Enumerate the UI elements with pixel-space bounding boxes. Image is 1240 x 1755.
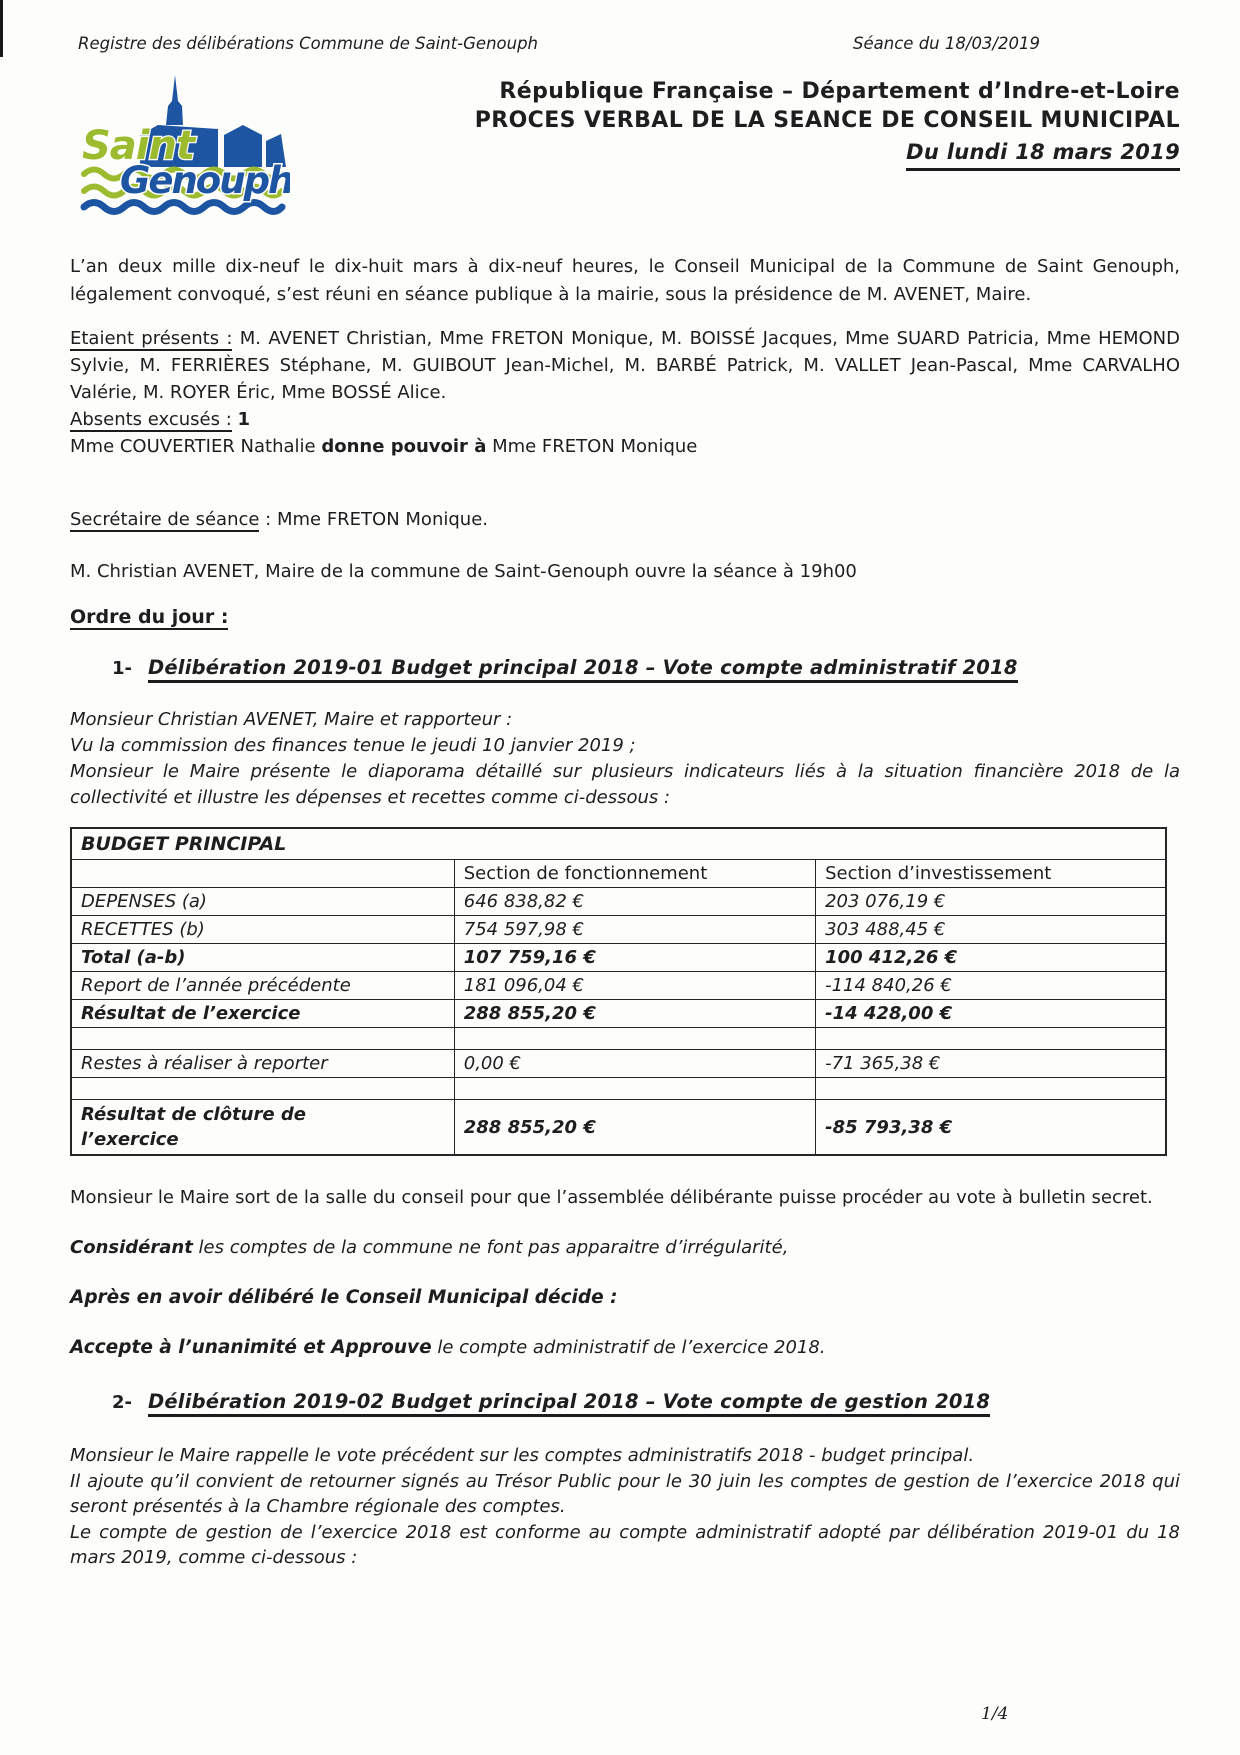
header-investissement: Section d’investissement [816,860,1166,888]
agenda-label: Ordre du jour : [70,606,229,628]
header-fonctionnement: Section de fonctionnement [454,860,815,888]
row-label [71,1100,454,1156]
row-value-investissement: 100 412,26 € [816,944,1166,972]
row-label [71,1028,454,1050]
row-value-fonctionnement [454,1028,815,1050]
table-row-restes [71,1050,1166,1078]
deliberation-1-number: 1- [112,658,132,679]
deliberation-1-body [70,707,1180,811]
absents-line [70,406,1180,433]
deliberation-2-number: 2- [112,1392,132,1413]
row-value-fonctionnement: 288 855,20 € [454,1100,815,1156]
vote-paragraph: Monsieur le Maire sort de la salle du conseil pour que l’assemblée délibérante puisse procéder au vote à bulletin secret. [70,1187,1153,1208]
accepte-paragraph [70,1334,1180,1362]
deliberation-2-title: Délibération 2019-02 Budget principal 2018 – Vote compte de gestion 2018 [148,1390,990,1417]
title-proces-verbal: PROCES VERBAL DE LA SEANCE DE CONSEIL MUNICIPAL [474,108,1180,133]
row-value-investissement: 303 488,45 € [816,916,1166,944]
budget-table-title: BUDGET PRINCIPAL [71,828,1166,860]
considerant-bold: Considérant [70,1237,193,1258]
deliberation-1-title: Délibération 2019-01 Budget principal 2018 – Vote compte administratif 2018 [148,656,1018,683]
row-value-fonctionnement: 646 838,82 € [454,888,815,916]
wave-blue [84,203,282,212]
row-label: Résultat de l’exercice [71,1000,454,1028]
table-row-spacer [71,1028,1166,1050]
register-title: Registre des délibérations Commune de Saint-Genouph [78,34,539,53]
logo-word-saint: Saint [82,123,195,169]
apres-deliberation-line: Après en avoir délibéré le Conseil Municipal décide : [70,1287,618,1308]
scan-edge-artifact [0,0,3,57]
absents-label: Absents excusés : [70,409,232,430]
diaporama-line: Monsieur le Maire présente le diaporama détaillé sur plusieurs indicateurs liés à la situation financière 2018 de la collectivité et illustre les dépenses et recettes comme ci-dessous : [70,761,1180,808]
considerant-rest: les comptes de la commune ne font pas apparaitre d’irrégularité, [192,1237,789,1258]
pouvoir-line [70,433,1180,460]
row-value-investissement: -14 428,00 € [816,1000,1166,1028]
row-label: RECETTES (b) [71,916,454,944]
table-row-resultat-exercice [71,1000,1166,1028]
saint-genouph-logo-graphic [78,73,290,215]
row-label [71,1078,454,1100]
row-value-investissement: -85 793,38 € [816,1100,1166,1156]
presents-paragraph [70,325,1180,406]
session-date: Séance du 18/03/2019 [853,34,1040,53]
row-value-fonctionnement: 0,00 € [454,1050,815,1078]
tresor-public-line: Il ajoute qu’il convient de retourner signés au Trésor Public pour le 30 juin les comptes de gestion de l’exercice 2018 qui seront présentés à la Chambre régionale des comptes. [70,1470,1180,1517]
rappel-vote-line: Monsieur le Maire rappelle le vote précédent sur les comptes administratifs 2018 - budget principal. [70,1445,975,1466]
row-value-fonctionnement: 754 597,98 € [454,916,815,944]
deliberation-1-heading [112,654,1180,683]
row-value-investissement: -114 840,26 € [816,972,1166,1000]
row-value-fonctionnement: 288 855,20 € [454,1000,815,1028]
row-label: Total (a-b) [71,944,454,972]
deliberation-2-body [70,1443,1180,1571]
table-row-resultat-cloture [71,1100,1166,1156]
row-value-investissement [816,1028,1166,1050]
deliberation-2-heading [112,1388,1180,1417]
commission-line: Vu la commission des finances tenue le jeudi 10 janvier 2019 ; [70,735,636,756]
accepte-rest: le compte administratif de l’exercice 2018. [431,1337,826,1358]
secretaire-name: : Mme FRETON Monique. [259,509,488,530]
header-empty-cell [71,860,454,888]
row-label: Restes à réaliser à reporter [71,1050,454,1078]
presents-list: M. AVENET Christian, Mme FRETON Monique, M. BOISSÉ Jacques, Mme SUARD Patricia, Mme HEMOND Sylvie, M. FERRIÈRES Stéphane, M. GUIBOUT Jean-Michel, M. BARBÉ Patrick, M. VALLET Jean-Pascal, Mme CARVALHO Valérie, M. ROYER Éric, Mme BOSSÉ Alice. [70,328,1181,403]
row-label: Report de l’année précédente [71,972,454,1000]
table-row-total [71,944,1166,972]
rapporteur-line: Monsieur Christian AVENET, Maire et rapporteur : [70,709,513,730]
document-title-block [475,77,1180,171]
page-number: 1/4 [981,1704,1009,1724]
row-value-fonctionnement: 107 759,16 € [454,944,815,972]
running-header [70,33,1180,55]
masthead [70,73,1180,215]
opening-line: M. Christian AVENET, Maire de la commune de Saint-Genouph ouvre la séance à 19h00 [70,561,857,582]
considerant-paragraph [70,1234,1180,1262]
absents-count: 1 [237,409,251,430]
accepte-bold: Accepte à l’unanimité et Approuve [70,1337,432,1358]
compte-gestion-line: Le compte de gestion de l’exercice 2018 est conforme au compte administratif adopté par délibération 2019-01 du 18 mars 2019, comme ci-dessous : [70,1521,1180,1568]
budget-table-title-row [71,828,1166,860]
intro-paragraph: L’an deux mille dix-neuf le dix-huit mars à dix-neuf heures, le Conseil Municipal de la Commune de Saint Genouph, légalement convoqué, s’est réuni en séance publique à la mairie, sous la présidence de M. AVENET, Maire. [70,256,1180,305]
row-value-fonctionnement: 181 096,04 € [454,972,815,1000]
pouvoir-prefix: Mme COUVERTIER Nathalie [70,436,322,457]
table-row-recettes [71,916,1166,944]
secretaire-label: Secrétaire de séance [70,509,260,530]
title-republique: République Française – Département d’Indre-et-Loire [499,79,1180,104]
agenda-heading [70,606,1180,628]
row-value-investissement: 203 076,19 € [816,888,1166,916]
row-value-investissement: -71 365,38 € [816,1050,1166,1078]
budget-table-header-row [71,860,1166,888]
row-label-text: Résultat de clôture de l’exercice [81,1104,306,1150]
table-row-report [71,972,1166,1000]
table-row-spacer [71,1078,1166,1100]
row-value-investissement [816,1078,1166,1100]
secretaire-line [70,506,1180,534]
presents-label: Etaient présents : [70,328,233,349]
pouvoir-suffix: Mme FRETON Monique [486,436,698,457]
budget-table [70,827,1167,1156]
title-seance-date: Du lundi 18 mars 2019 [906,138,1180,171]
row-label: DEPENSES (a) [71,888,454,916]
table-row-depenses [71,888,1166,916]
row-value-fonctionnement [454,1078,815,1100]
pouvoir-bold: donne pouvoir à [321,436,487,457]
commune-logo [78,73,290,215]
logo-word-genouph: Genouph [120,159,290,202]
